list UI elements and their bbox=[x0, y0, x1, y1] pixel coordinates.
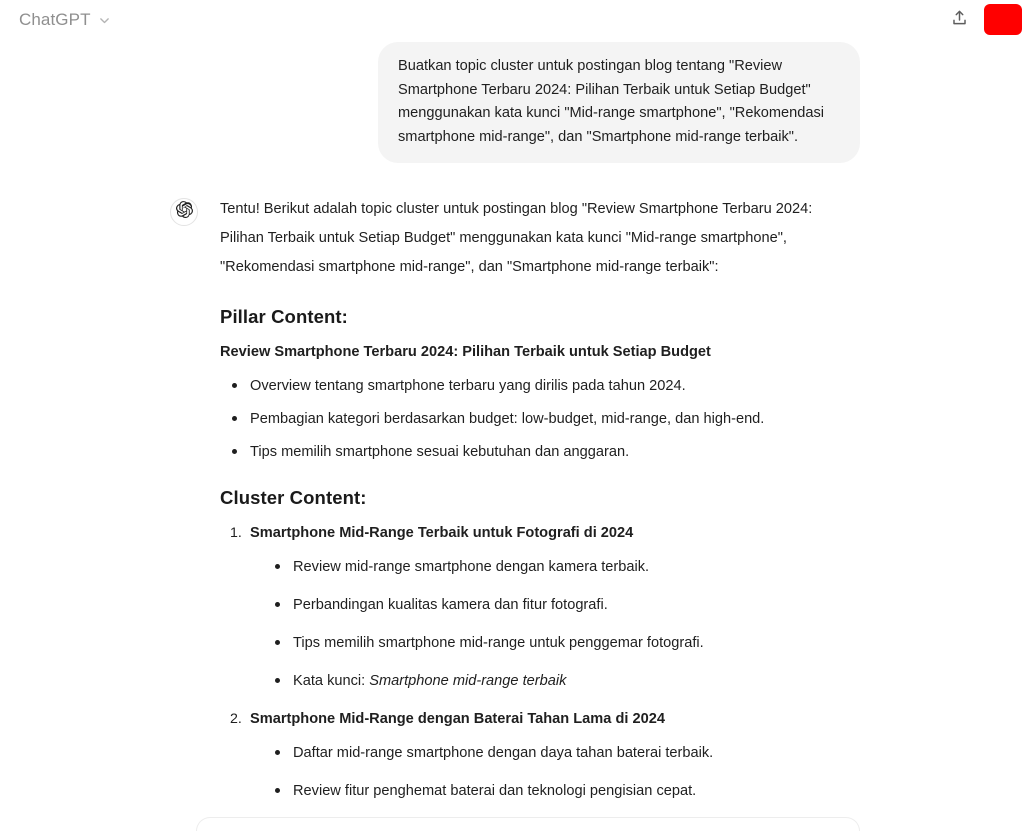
conversation-scroll-area[interactable] bbox=[0, 40, 1031, 831]
list-item bbox=[263, 632, 850, 654]
list-item: Pembagian kategori berdasarkan budget: low-budget, mid-range, dan high-end. bbox=[220, 408, 850, 430]
list-item-emphasis: Smartphone mid-range terbaik bbox=[369, 673, 567, 689]
list-item-text: Tips memilih smartphone mid-range untuk penggemar fotografi. bbox=[293, 635, 704, 651]
list-item bbox=[263, 742, 850, 764]
list-item bbox=[263, 780, 850, 802]
list-item: Tips memilih smartphone sesuai kebutuhan dan anggaran. bbox=[220, 441, 850, 463]
assistant-avatar bbox=[170, 198, 198, 226]
cluster-item-title: Smartphone Mid-Range Terbaik untuk Fotografi di 2024 bbox=[250, 525, 634, 541]
list-item-text: Kata kunci: bbox=[293, 673, 370, 689]
list-item bbox=[220, 522, 850, 692]
list-item bbox=[220, 708, 850, 831]
openai-logo-icon bbox=[176, 201, 193, 223]
cluster-content-heading: Cluster Content: bbox=[220, 487, 367, 508]
pillar-bullet-list bbox=[220, 375, 850, 463]
upload-share-icon bbox=[950, 9, 969, 31]
assistant-message-row bbox=[0, 163, 1031, 831]
message-thread bbox=[0, 40, 1031, 831]
list-item-text: Daftar mid-range smartphone dengan daya tahan baterai terbaik. bbox=[293, 745, 714, 761]
pillar-content-title: Review Smartphone Terbaru 2024: Pilihan Terbaik untuk Setiap Budget bbox=[220, 344, 711, 360]
cluster-item-list bbox=[220, 522, 850, 831]
message-composer[interactable] bbox=[196, 817, 860, 831]
list-marker: 2. bbox=[230, 711, 242, 727]
list-item-text: Perbandingan kualitas kamera dan fitur fotografi. bbox=[293, 597, 608, 613]
assistant-intro-paragraph: Tentu! Berikut adalah topic cluster untuk postingan blog "Review Smartphone Terbaru 2024: Pilihan Terbaik untuk Setiap Budget" menggunakan kata kunci "Mid-range smartphone", "Rekomendasi smartphone mid-range", dan "Smartphone mid-range terbaik": bbox=[220, 201, 813, 275]
pillar-content-heading: Pillar Content: bbox=[220, 306, 348, 327]
top-bar-actions bbox=[944, 4, 1022, 35]
list-item-text: Review mid-range smartphone dengan kamera terbaik. bbox=[293, 559, 650, 575]
list-item: Overview tentang smartphone terbaru yang dirilis pada tahun 2024. bbox=[220, 375, 850, 397]
user-avatar[interactable] bbox=[984, 4, 1022, 35]
brand-label: ChatGPT bbox=[19, 10, 91, 29]
chatgpt-model-switcher[interactable] bbox=[19, 9, 111, 31]
list-item bbox=[263, 556, 850, 578]
list-item bbox=[263, 670, 850, 692]
list-marker: 1. bbox=[230, 525, 242, 541]
top-bar bbox=[0, 0, 1031, 40]
cluster-sub-bullet-list bbox=[263, 556, 850, 692]
share-button[interactable] bbox=[944, 5, 974, 35]
cluster-item-title: Smartphone Mid-Range dengan Baterai Tahan Lama di 2024 bbox=[250, 711, 665, 727]
user-message-bubble[interactable]: Buatkan topic cluster untuk postingan blog tentang "Review Smartphone Terbaru 2024: Pilihan Terbaik untuk Setiap Budget" menggunakan kata kunci "Mid-range smartphone", "Rekomendasi smartphone mid-range", dan "Smartphone mid-range terbaik". bbox=[378, 42, 860, 163]
list-item-text: Review fitur penghemat baterai dan teknologi pengisian cepat. bbox=[293, 783, 697, 799]
list-item bbox=[263, 594, 850, 616]
chevron-down-icon bbox=[98, 14, 111, 27]
user-message-row bbox=[0, 42, 1031, 163]
assistant-message-body bbox=[220, 195, 850, 831]
